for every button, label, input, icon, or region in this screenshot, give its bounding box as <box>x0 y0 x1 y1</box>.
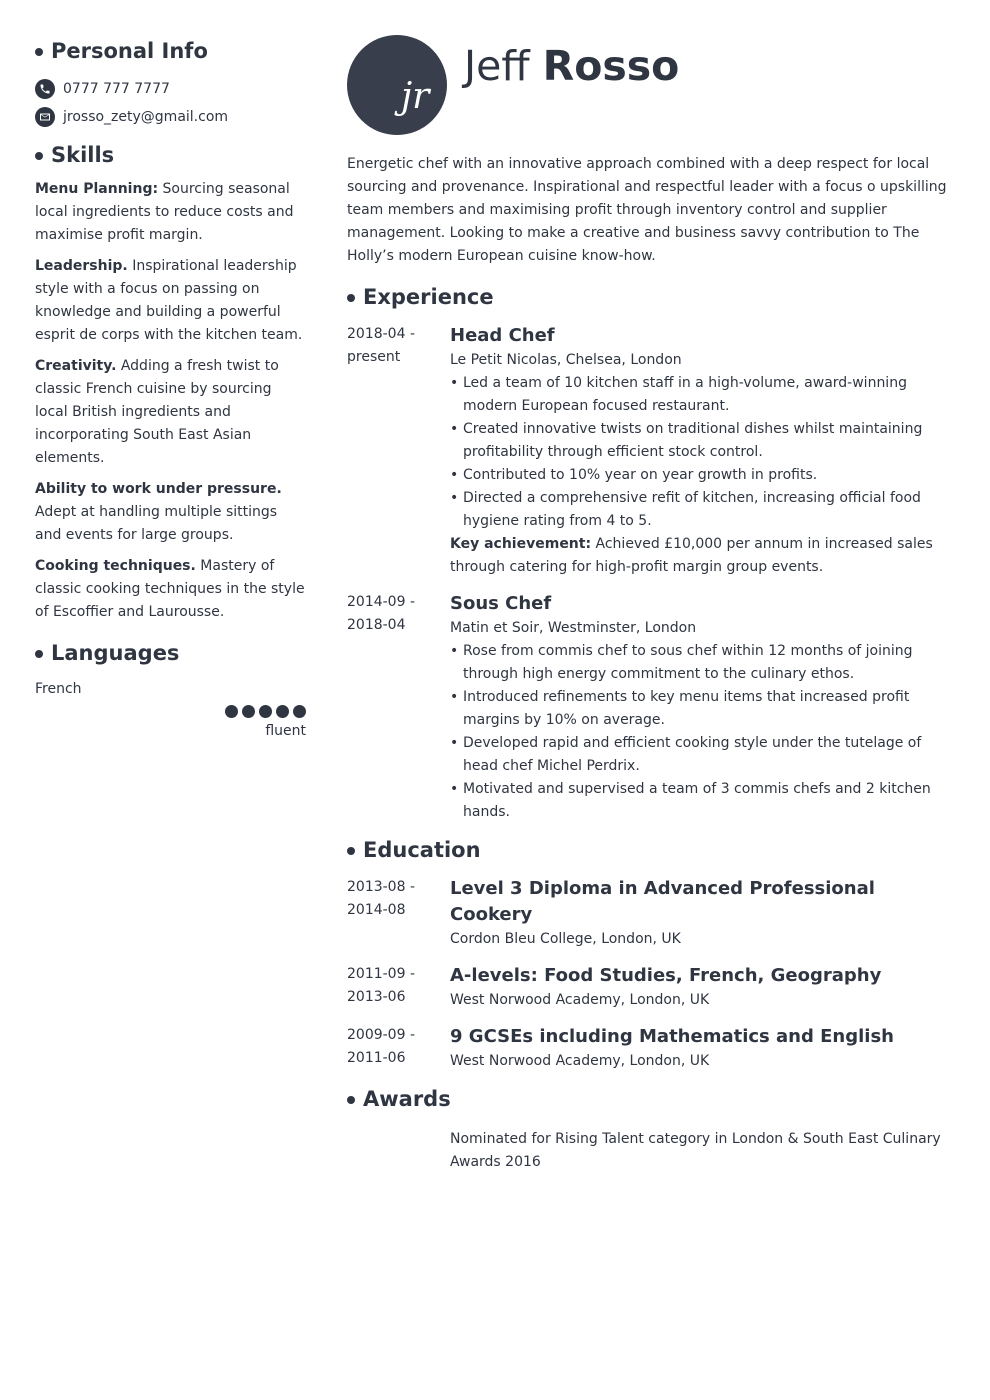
entry-date <box>347 323 450 579</box>
list-item: • Created innovative twists on traditional dishes whilst maintaining profitability through efficient stock control. <box>450 418 955 464</box>
entry-date <box>347 1128 450 1174</box>
company: Le Petit Nicolas, Chelsea, London <box>450 352 682 368</box>
language-rating <box>35 705 306 718</box>
monogram-initials: jr <box>401 76 430 117</box>
entry-date <box>347 591 450 824</box>
sidebar <box>35 36 306 742</box>
skill-item <box>35 178 306 247</box>
skill-name: Menu Planning: <box>35 181 159 197</box>
personal-info-heading: Personal Info <box>35 36 306 66</box>
language-level: fluent <box>265 723 306 739</box>
date-end: 2013-06 <box>347 989 406 1005</box>
achievement-label: Key achievement: <box>450 536 592 552</box>
skill-desc: Adept at handling multiple sittings and events for large groups. <box>35 504 278 543</box>
achievement-text: Achieved £10,000 per annum in increased sales through catering for high-profit margin group events. <box>450 536 933 575</box>
skills-section <box>35 140 306 624</box>
awards-section <box>347 1084 955 1174</box>
job-title: Sous Chef <box>450 593 552 614</box>
experience-section <box>347 282 955 824</box>
education-entry <box>347 1024 955 1073</box>
skill-desc: Mastery of classic cooking techniques in the style of Escoffier and Laurousse. <box>35 558 305 620</box>
full-name <box>464 40 679 92</box>
list-item: • Developed rapid and efficient cooking style under the tutelage of head chef Michel Perdrix. <box>450 732 955 778</box>
job-title: Head Chef <box>450 325 555 346</box>
education-heading: Education <box>347 835 955 865</box>
rating-dot <box>225 705 238 718</box>
list-item: • Rose from commis chef to sous chef within 12 months of joining through high energy commitment to the culinary ethos. <box>450 640 955 686</box>
date-start: 2013-08 - <box>347 879 415 895</box>
entry-date <box>347 1024 450 1073</box>
date-end: present <box>347 349 401 365</box>
entry-date <box>347 876 450 951</box>
main-content <box>347 35 955 1174</box>
personal-info-section <box>35 36 306 131</box>
degree: Level 3 Diploma in Advanced Professional Cookery <box>450 878 875 925</box>
date-end: 2014-08 <box>347 902 406 918</box>
duties-list <box>450 640 955 824</box>
list-item: • Motivated and supervised a team of 3 commis chefs and 2 kitchen hands. <box>450 778 955 824</box>
award-text: Nominated for Rising Talent category in London & South East Culinary Awards 2016 <box>450 1131 941 1170</box>
skill-desc: Sourcing seasonal local ingredients to reduce costs and maximise profit margin. <box>35 181 294 243</box>
skill-name: Leadership. <box>35 258 128 274</box>
phone-number: 0777 777 7777 <box>63 81 170 97</box>
skill-desc: Inspirational leadership style with a focus on passing on knowledge and building a powerful esprit de corps with the kitchen team. <box>35 258 303 343</box>
skill-name: Cooking techniques. <box>35 558 196 574</box>
date-end: 2011-06 <box>347 1050 406 1066</box>
education-section <box>347 835 955 1073</box>
skill-item <box>35 478 306 547</box>
education-entry <box>347 963 955 1012</box>
first-name: Jeff <box>464 42 530 90</box>
email-address: jrosso_zety@gmail.com <box>63 109 229 125</box>
languages-heading: Languages <box>35 638 306 668</box>
rating-dot <box>276 705 289 718</box>
list-item: • Contributed to 10% year on year growth in profits. <box>450 464 955 487</box>
award-entry <box>347 1128 955 1174</box>
skill-name: Ability to work under pressure. <box>35 481 282 497</box>
skill-item <box>35 555 306 624</box>
school: West Norwood Academy, London, UK <box>450 992 710 1008</box>
email-row[interactable] <box>35 103 306 131</box>
resume-header <box>347 35 955 135</box>
awards-heading: Awards <box>347 1084 955 1114</box>
experience-heading: Experience <box>347 282 955 312</box>
date-start: 2011-09 - <box>347 966 415 982</box>
duties-list <box>450 372 955 533</box>
list-item: • Directed a comprehensive refit of kitchen, increasing official food hygiene rating from 4 to 5. <box>450 487 955 533</box>
monogram-avatar <box>347 35 447 135</box>
skill-name: Creativity. <box>35 358 117 374</box>
entry-date <box>347 963 450 1012</box>
school: West Norwood Academy, London, UK <box>450 1053 710 1069</box>
date-start: 2018-04 - <box>347 326 415 342</box>
degree: A-levels: Food Studies, French, Geography <box>450 965 882 986</box>
skill-item <box>35 255 306 347</box>
email-icon <box>35 107 55 127</box>
key-achievement <box>450 533 955 579</box>
skill-desc: Adding a fresh twist to classic French cuisine by sourcing local British ingredients and incorporating South East Asian elements. <box>35 358 279 466</box>
languages-section <box>35 638 306 742</box>
profile-summary: Energetic chef with an innovative approach combined with a deep respect for local sourcing and provenance. Inspirational and respectful leader with a focus o upskilling team members and maximising profit through inventory control and supplier management. Looking to make a creative and business savvy contribution to The Holly’s modern European cuisine know-how. <box>347 156 947 264</box>
skills-heading: Skills <box>35 140 306 170</box>
company: Matin et Soir, Westminster, London <box>450 620 697 636</box>
rating-dot <box>259 705 272 718</box>
experience-entry <box>347 323 955 579</box>
experience-entry <box>347 591 955 824</box>
date-start: 2009-09 - <box>347 1027 415 1043</box>
degree: 9 GCSEs including Mathematics and English <box>450 1026 894 1047</box>
list-item: • Led a team of 10 kitchen staff in a high-volume, award-winning modern European focused restaurant. <box>450 372 955 418</box>
date-end: 2018-04 <box>347 617 406 633</box>
skill-item <box>35 355 306 470</box>
rating-dot <box>293 705 306 718</box>
rating-dot <box>242 705 255 718</box>
list-item: • Introduced refinements to key menu items that increased profit margins by 10% on average. <box>450 686 955 732</box>
phone-icon <box>35 79 55 99</box>
date-start: 2014-09 - <box>347 594 415 610</box>
school: Cordon Bleu College, London, UK <box>450 931 681 947</box>
language-name: French <box>35 681 82 697</box>
last-name: Rosso <box>542 42 680 90</box>
education-entry <box>347 876 955 951</box>
phone-row[interactable] <box>35 75 306 103</box>
